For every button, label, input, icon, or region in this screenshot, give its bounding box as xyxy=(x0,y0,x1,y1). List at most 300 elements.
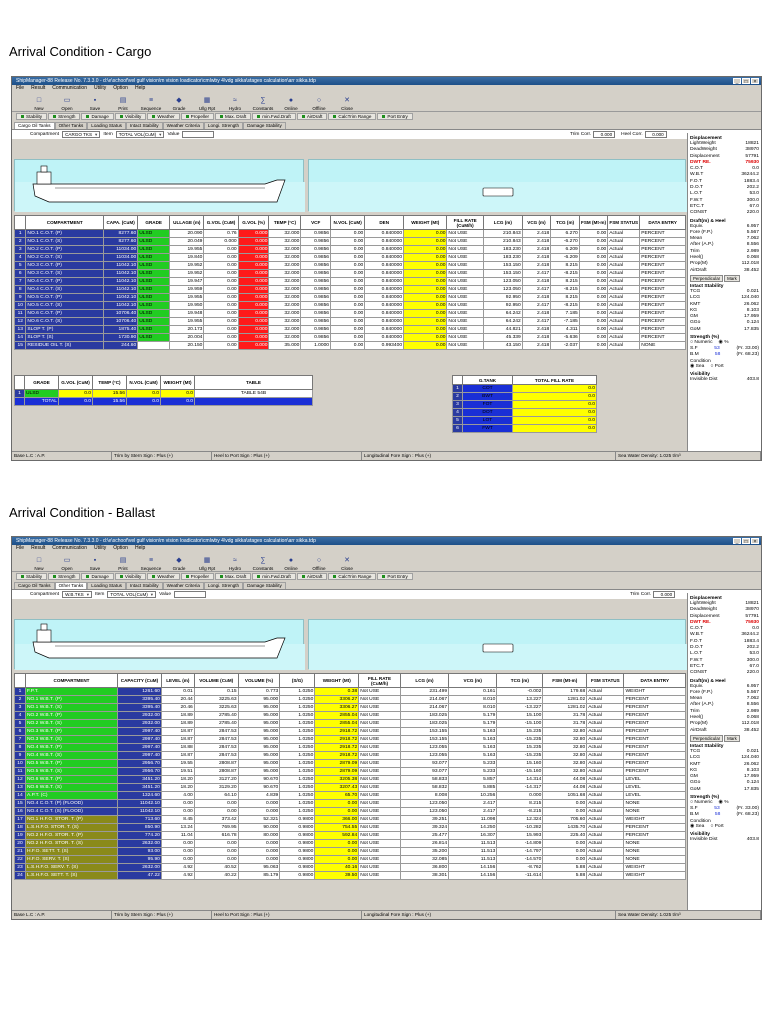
table-cell[interactable]: 0.840000 xyxy=(365,246,404,254)
table-cell[interactable]: -6.270 xyxy=(551,238,580,246)
table-cell[interactable]: NO.2 W.B.T. (S) xyxy=(25,720,117,728)
table-cell[interactable]: A.P.T. (C) xyxy=(25,792,117,800)
table-cell[interactable]: 0.000 xyxy=(238,286,269,294)
column-header-index[interactable] xyxy=(15,376,25,390)
table-cell[interactable]: 0.161 xyxy=(449,688,497,696)
table-cell[interactable]: 1730.90 xyxy=(104,334,138,342)
result-tab-min-fwd-draft[interactable] xyxy=(252,113,296,120)
table-cell[interactable]: 6.209 xyxy=(551,246,580,254)
toolbar-close-button[interactable] xyxy=(334,552,360,571)
table-row[interactable] xyxy=(453,401,597,409)
table-cell[interactable]: 95.000 xyxy=(238,752,280,760)
table-cell[interactable]: 19.948 xyxy=(170,310,204,318)
table-cell[interactable]: 153.150 xyxy=(483,262,522,270)
table-cell[interactable]: Actual xyxy=(587,752,624,760)
column-header-fsm-status[interactable]: FSM STATUS xyxy=(587,674,624,688)
table-cell[interactable]: Not USE xyxy=(359,760,401,768)
table-cell[interactable]: 2918.72 xyxy=(315,736,359,744)
column-header-s-g[interactable]: (S/G) xyxy=(280,674,315,688)
table-cell[interactable]: 0.840000 xyxy=(365,230,404,238)
table-cell[interactable]: 0.9856 xyxy=(301,246,331,254)
table-cell[interactable]: 36.800 xyxy=(400,864,448,872)
table-row[interactable] xyxy=(15,760,686,768)
table-cell[interactable]: 19.955 xyxy=(170,246,204,254)
table-cell[interactable]: 15.56 xyxy=(93,390,127,398)
table-cell[interactable]: 123.050 xyxy=(483,278,522,286)
table-cell[interactable]: 52.321 xyxy=(238,816,280,824)
table-cell[interactable]: 5.163 xyxy=(449,736,497,744)
table-cell[interactable]: 20.46 xyxy=(161,704,194,712)
table-cell[interactable]: 32.000 xyxy=(269,238,301,246)
port-radio[interactable] xyxy=(710,824,723,830)
table-cell[interactable]: LEVEL xyxy=(624,776,686,784)
table-cell[interactable]: 32.000 xyxy=(269,262,301,270)
table-cell[interactable]: 0.00 xyxy=(404,318,447,326)
table-cell[interactable]: -14.797 xyxy=(497,848,543,856)
table-cell[interactable]: 8.010 xyxy=(449,704,497,712)
table-cell[interactable]: 2879.09 xyxy=(315,760,359,768)
table-cell[interactable]: 0.000 xyxy=(238,294,269,302)
column-header-g-vol-cum[interactable]: G.VOL (CuM) xyxy=(204,216,238,230)
table-cell[interactable]: 18.89 xyxy=(161,720,194,728)
table-cell[interactable]: NO.4 C.O.T. (S) xyxy=(26,286,104,294)
table-cell[interactable]: 2847.53 xyxy=(194,744,238,752)
table-cell[interactable]: Actual xyxy=(587,776,624,784)
table-cell[interactable]: 19.51 xyxy=(161,768,194,776)
table-cell[interactable]: 26.814 xyxy=(400,840,448,848)
menu-file[interactable]: File xyxy=(16,545,25,551)
table-cell[interactable]: WEIGHT xyxy=(624,816,686,824)
table-cell[interactable]: 231.499 xyxy=(400,688,448,696)
column-header-ullage-m[interactable]: ULLAGE (m) xyxy=(170,216,204,230)
table-cell[interactable]: 2.417 xyxy=(449,800,497,808)
table-cell[interactable]: PERCENT xyxy=(640,270,686,278)
table-cell[interactable]: PERCENT xyxy=(624,720,686,728)
table-cell[interactable]: Not USE xyxy=(359,792,401,800)
toolbar-ullg-rpt-button[interactable] xyxy=(194,552,220,571)
table-row[interactable] xyxy=(15,720,686,728)
table-cell[interactable]: ULSD xyxy=(138,318,170,326)
table-cell[interactable]: 210.843 xyxy=(483,230,522,238)
table-cell[interactable]: 2785.40 xyxy=(194,720,238,728)
table-row[interactable] xyxy=(15,800,686,808)
table-cell[interactable]: 32.000 xyxy=(269,230,301,238)
table-cell[interactable]: 183.230 xyxy=(483,254,522,262)
table-cell[interactable]: 5.885 xyxy=(449,784,497,792)
table-cell[interactable]: 32.000 xyxy=(269,302,301,310)
table-cell[interactable]: 32.80 xyxy=(543,744,587,752)
table-cell[interactable]: NONE xyxy=(624,848,686,856)
table-cell[interactable]: 2632.00 xyxy=(118,840,162,848)
table-cell[interactable]: 0.00 xyxy=(579,318,608,326)
table-cell[interactable]: 0.0 xyxy=(513,409,597,417)
table-cell[interactable]: 2808.87 xyxy=(194,760,238,768)
table-cell[interactable]: 0.00 xyxy=(579,270,608,278)
table-cell[interactable]: 95.000 xyxy=(238,736,280,744)
table-cell[interactable]: 0.000 xyxy=(238,800,280,808)
table-cell[interactable]: NO.5 C.O.T. (S) xyxy=(26,302,104,310)
table-cell[interactable]: 15.160 xyxy=(497,760,543,768)
table-cell[interactable]: 0.00 xyxy=(194,840,238,848)
table-cell[interactable]: 0.00 xyxy=(161,848,194,856)
table-cell[interactable]: NO.3 W.B.T. (P) xyxy=(25,728,117,736)
table-cell[interactable]: 0.9856 xyxy=(301,318,331,326)
table-cell[interactable]: 0.840000 xyxy=(365,302,404,310)
table-cell[interactable]: 11.04 xyxy=(161,832,194,840)
table-cell[interactable]: 5.88 xyxy=(543,864,587,872)
table-cell[interactable]: Not USE xyxy=(359,688,401,696)
table-cell[interactable]: 0.9856 xyxy=(301,302,331,310)
table-cell[interactable]: 95.90 xyxy=(118,856,162,864)
table-cell[interactable]: Actual xyxy=(587,864,624,872)
table-cell[interactable]: 39.324 xyxy=(400,824,448,832)
table-cell[interactable]: ULSD xyxy=(138,310,170,318)
table-cell[interactable]: 0.000 xyxy=(238,848,280,856)
toolbar-online-button[interactable] xyxy=(278,92,304,111)
table-row[interactable] xyxy=(15,704,686,712)
table-cell[interactable]: 0.00 xyxy=(404,326,447,334)
table-cell[interactable]: 2.418 xyxy=(522,230,551,238)
column-header-data-entry[interactable]: DATA ENTRY xyxy=(640,216,686,230)
table-cell[interactable]: NO.1 W.B.T. (P) xyxy=(25,696,117,704)
table-cell[interactable]: 0.00 xyxy=(579,278,608,286)
table-cell[interactable]: 2.417 xyxy=(522,286,551,294)
table-cell[interactable]: Not USE xyxy=(359,752,401,760)
table-cell[interactable]: Not USE xyxy=(359,744,401,752)
table-cell[interactable]: 214.067 xyxy=(400,704,448,712)
table-cell[interactable]: 85.179 xyxy=(238,872,280,880)
table-cell[interactable]: -7.185 xyxy=(551,318,580,326)
result-tab-calctrim-range[interactable] xyxy=(328,573,376,580)
table-cell[interactable]: 1.0250 xyxy=(280,688,315,696)
table-cell[interactable]: 0.9800 xyxy=(280,856,315,864)
table-cell[interactable]: Actual xyxy=(608,294,640,302)
table-cell[interactable]: 0.9800 xyxy=(280,848,315,856)
column-header-grade[interactable]: GRADE xyxy=(138,216,170,230)
table-row[interactable] xyxy=(15,390,313,398)
tab-other-tanks[interactable]: Other Tanks xyxy=(55,122,88,129)
table-cell[interactable]: 95.000 xyxy=(238,760,280,768)
table-cell[interactable]: 0.00 xyxy=(161,856,194,864)
column-header-index[interactable] xyxy=(15,216,26,230)
table-cell[interactable]: -13.227 xyxy=(497,704,543,712)
table-cell[interactable]: 11.513 xyxy=(449,856,497,864)
table-cell[interactable]: Actual xyxy=(587,688,624,696)
table-cell[interactable]: Not USE xyxy=(359,712,401,720)
table-cell[interactable]: Actual xyxy=(608,246,640,254)
table-cell[interactable]: 0.15 xyxy=(194,688,238,696)
table-cell[interactable]: 1.0250 xyxy=(280,768,315,776)
table-cell[interactable]: 2.418 xyxy=(522,278,551,286)
table-cell[interactable]: 1281.02 xyxy=(543,696,587,704)
table-cell[interactable]: 20.150 xyxy=(170,342,204,350)
table-cell[interactable]: 183.025 xyxy=(400,712,448,720)
table-cell[interactable]: 40.52 xyxy=(194,864,238,872)
table-cell[interactable]: 0.00 xyxy=(404,286,447,294)
table-cell[interactable]: 58.833 xyxy=(400,776,448,784)
table-cell[interactable]: Actual xyxy=(608,326,640,334)
table-cell[interactable]: 123.055 xyxy=(400,744,448,752)
table-cell[interactable]: 2785.40 xyxy=(194,712,238,720)
toolbar-constants-button[interactable] xyxy=(250,552,276,571)
table-cell[interactable]: NO.4 C.O.T. (P) xyxy=(26,278,104,286)
column-header-total-fill-rate[interactable]: TOTAL FILL RATE xyxy=(513,376,597,385)
minimize-icon[interactable]: _ xyxy=(733,538,741,544)
result-tab-damage[interactable] xyxy=(81,113,113,120)
table-cell[interactable]: 11042.10 xyxy=(118,808,162,816)
result-tab-weather[interactable] xyxy=(147,573,179,580)
table-cell[interactable]: Actual xyxy=(587,784,624,792)
table-cell[interactable]: 0.00 xyxy=(315,848,359,856)
table-cell[interactable]: Not USE xyxy=(447,318,484,326)
table-cell[interactable]: 2956.70 xyxy=(118,768,162,776)
table-cell[interactable]: 31.78 xyxy=(543,712,587,720)
table-cell[interactable]: 15.993 xyxy=(497,832,543,840)
table-cell[interactable]: Not USE xyxy=(447,310,484,318)
tab-damage-stability[interactable]: Damage Stability xyxy=(243,582,286,589)
table-cell[interactable]: LEVEL xyxy=(624,792,686,800)
table-cell[interactable]: 183.230 xyxy=(483,246,522,254)
table-row[interactable] xyxy=(15,792,686,800)
table-cell[interactable]: PERCENT xyxy=(624,824,686,832)
percent-radio[interactable] xyxy=(719,340,729,346)
table-cell[interactable]: 4.92 xyxy=(161,864,194,872)
table-cell[interactable]: 10.256 xyxy=(449,792,497,800)
table-row[interactable] xyxy=(15,872,686,880)
table-cell[interactable]: 0.00 xyxy=(404,334,447,342)
table-cell[interactable]: 0.9856 xyxy=(301,254,331,262)
toolbar-new-button[interactable] xyxy=(26,92,52,111)
table-cell[interactable]: 5.163 xyxy=(449,728,497,736)
table-cell[interactable]: 32.000 xyxy=(269,310,301,318)
table-cell[interactable]: 0.0 xyxy=(513,385,597,393)
table-cell[interactable]: TABLE 54B xyxy=(195,390,313,398)
sea-radio[interactable] xyxy=(690,824,704,830)
menu-option[interactable]: Option xyxy=(113,85,128,91)
table-cell[interactable]: 20.004 xyxy=(170,334,204,342)
table-cell[interactable]: 95.000 xyxy=(238,744,280,752)
table-cell[interactable]: WEIGHT xyxy=(624,688,686,696)
table-cell[interactable]: ULSD xyxy=(138,302,170,310)
percent-radio[interactable] xyxy=(719,800,729,806)
close-window-icon[interactable]: × xyxy=(751,538,759,544)
item-select[interactable]: TOTAL VOL(CuM) ▾ xyxy=(116,131,165,138)
table-cell[interactable]: 2.418 xyxy=(522,310,551,318)
table-row[interactable] xyxy=(15,784,686,792)
tab-intact-stability[interactable]: Intact Stability xyxy=(126,582,163,589)
draft-perpendicular-button[interactable]: Perpendicular xyxy=(690,735,723,742)
table-cell[interactable]: 0.000 xyxy=(238,246,269,254)
table-cell[interactable]: 19.955 xyxy=(170,318,204,326)
table-cell[interactable]: 0.01 xyxy=(161,688,194,696)
table-cell[interactable]: 95.000 xyxy=(238,768,280,776)
table-cell[interactable]: 0.00 xyxy=(404,238,447,246)
column-header-volume[interactable]: VOLUME (%) xyxy=(238,674,280,688)
table-cell[interactable]: Not USE xyxy=(447,262,484,270)
table-cell[interactable]: 2847.53 xyxy=(194,728,238,736)
table-cell[interactable]: 0.9856 xyxy=(301,270,331,278)
table-cell[interactable]: 1.0250 xyxy=(280,696,315,704)
table-cell[interactable]: 3127.20 xyxy=(194,776,238,784)
close-window-icon[interactable]: × xyxy=(751,78,759,84)
table-cell[interactable]: 20.090 xyxy=(170,230,204,238)
result-tab-visibility[interactable] xyxy=(115,113,147,120)
table-cell[interactable]: 0.0 xyxy=(161,390,195,398)
table-cell[interactable]: WEIGHT xyxy=(624,864,686,872)
draft-perpendicular-button[interactable]: Perpendicular xyxy=(690,275,723,282)
table-cell[interactable]: -10.282 xyxy=(497,824,543,832)
table-cell[interactable]: 0.000 xyxy=(238,302,269,310)
table-cell[interactable]: 93.00 xyxy=(118,848,162,856)
tab-longi-strength[interactable]: Longi. Strength xyxy=(204,582,243,589)
table-cell[interactable]: 11042.10 xyxy=(118,800,162,808)
table-cell[interactable]: 0.00 xyxy=(315,800,359,808)
table-cell[interactable]: NO.3 W.B.T. (S) xyxy=(25,736,117,744)
table-cell[interactable]: 2997.40 xyxy=(118,744,162,752)
table-cell[interactable]: 0.00 xyxy=(543,800,587,808)
table-cell[interactable]: PERCENT xyxy=(640,246,686,254)
table-cell[interactable]: 244.60 xyxy=(104,342,138,350)
compartment-select[interactable]: W.B.TKS ▾ xyxy=(62,591,92,598)
table-cell[interactable]: 0.000 xyxy=(238,840,280,848)
table-cell[interactable]: 183.025 xyxy=(400,720,448,728)
table-row[interactable] xyxy=(15,230,686,238)
table-cell[interactable]: 754.55 xyxy=(315,824,359,832)
table-cell[interactable]: 0.000 xyxy=(238,856,280,864)
table-cell[interactable]: 16.307 xyxy=(449,832,497,840)
table-row[interactable] xyxy=(15,864,686,872)
table-row[interactable] xyxy=(15,752,686,760)
table-cell[interactable]: 592.84 xyxy=(315,832,359,840)
table-cell[interactable]: 0.00 xyxy=(161,808,194,816)
table-cell[interactable]: Actual xyxy=(587,760,624,768)
toolbar-print-button[interactable] xyxy=(110,552,136,571)
table-cell[interactable]: 14.250 xyxy=(449,824,497,832)
table-cell[interactable]: 11.513 xyxy=(449,840,497,848)
table-cell[interactable]: -15.235 xyxy=(497,736,543,744)
table-cell[interactable]: -15.160 xyxy=(497,768,543,776)
table-cell[interactable]: 3129.20 xyxy=(194,784,238,792)
column-header-fsm-status[interactable]: FSM STATUS xyxy=(608,216,640,230)
table-cell[interactable]: NO.1 H.F.O. STOR. T. (P) xyxy=(25,816,117,824)
table-cell[interactable]: Actual xyxy=(587,792,624,800)
table-cell[interactable]: 0.000 xyxy=(238,230,269,238)
table-cell[interactable]: 1.0000 xyxy=(301,342,331,350)
table-cell[interactable]: Actual xyxy=(587,848,624,856)
table-cell[interactable]: Actual xyxy=(587,712,624,720)
table-cell[interactable]: 38.301 xyxy=(400,872,448,880)
table-cell[interactable]: 44.08 xyxy=(543,776,587,784)
table-cell[interactable]: 0.00 xyxy=(543,840,587,848)
column-header-capacity-cum[interactable]: CAPACITY (CuM) xyxy=(118,674,162,688)
table-cell[interactable]: Actual xyxy=(608,318,640,326)
table-cell[interactable]: 35.000 xyxy=(269,342,301,350)
menu-option[interactable]: Option xyxy=(113,545,128,551)
table-cell[interactable]: Actual xyxy=(587,768,624,776)
table-cell[interactable]: 0.00 xyxy=(194,848,238,856)
table-cell[interactable]: 1.0250 xyxy=(280,704,315,712)
table-cell[interactable]: 15.235 xyxy=(497,744,543,752)
heel-corr-input[interactable]: 0.000 xyxy=(645,131,667,138)
table-cell[interactable]: 44.08 xyxy=(543,784,587,792)
toolbar-save-button[interactable] xyxy=(82,92,108,111)
table-cell[interactable]: 14.156 xyxy=(449,864,497,872)
table-cell[interactable]: 32.80 xyxy=(543,760,587,768)
table-cell[interactable]: 0.00 xyxy=(204,270,238,278)
toolbar-open-button[interactable] xyxy=(54,92,80,111)
table-cell[interactable]: 0.00 xyxy=(579,294,608,302)
result-tab-visibility[interactable] xyxy=(115,573,147,580)
result-tab-min-fwd-draft[interactable] xyxy=(252,573,296,580)
table-cell[interactable]: 0.773 xyxy=(238,688,280,696)
table-cell[interactable]: 0.0 xyxy=(127,390,161,398)
table-cell[interactable]: NO.6 W.B.T. (S) xyxy=(25,784,117,792)
table-cell[interactable]: PERCENT xyxy=(640,318,686,326)
table-row[interactable] xyxy=(15,848,686,856)
table-cell[interactable]: 153.155 xyxy=(400,736,448,744)
table-cell[interactable]: 92.950 xyxy=(483,294,522,302)
table-cell[interactable]: 8277.60 xyxy=(104,230,138,238)
table-cell[interactable]: 0.00 xyxy=(204,262,238,270)
table-cell[interactable]: 8.008 xyxy=(400,792,448,800)
table-cell[interactable]: 2855.04 xyxy=(315,720,359,728)
toolbar-offline-button[interactable] xyxy=(306,92,332,111)
table-cell[interactable]: 19.947 xyxy=(170,278,204,286)
table-cell[interactable]: Not USE xyxy=(447,238,484,246)
table-cell[interactable]: 0.00 xyxy=(331,342,365,350)
table-cell[interactable]: 2.418 xyxy=(522,294,551,302)
table-cell[interactable]: 0.38 xyxy=(315,688,359,696)
table-cell[interactable]: NONE xyxy=(624,800,686,808)
table-cell[interactable]: LEVEL xyxy=(624,784,686,792)
table-cell[interactable]: 0.0 xyxy=(513,417,597,425)
table-cell[interactable]: 2918.72 xyxy=(315,744,359,752)
table-cell[interactable]: 0.9856 xyxy=(301,262,331,270)
table-cell[interactable]: Not USE xyxy=(359,704,401,712)
result-tab-propeller[interactable] xyxy=(181,573,214,580)
column-header-index[interactable] xyxy=(453,376,463,385)
table-cell[interactable]: -8.762 xyxy=(497,864,543,872)
table-cell[interactable]: ULSD xyxy=(25,390,59,398)
table-cell[interactable]: 0.00 xyxy=(579,310,608,318)
table-cell[interactable]: 0.00 xyxy=(331,294,365,302)
result-tab-strength[interactable] xyxy=(48,113,80,120)
toolbar-open-button[interactable] xyxy=(54,552,80,571)
table-cell[interactable]: 95.000 xyxy=(238,728,280,736)
result-tab-damage[interactable] xyxy=(81,573,113,580)
toolbar-sequence-button[interactable] xyxy=(138,552,164,571)
table-cell[interactable]: 2997.40 xyxy=(118,728,162,736)
table-cell[interactable]: 18.87 xyxy=(161,752,194,760)
table-cell[interactable]: H.F.O. SERV. T. (S) xyxy=(25,856,117,864)
table-row[interactable] xyxy=(15,728,686,736)
table-cell[interactable]: -14.317 xyxy=(497,784,543,792)
table-cell[interactable]: 850.90 xyxy=(118,824,162,832)
table-cell[interactable]: Actual xyxy=(608,342,640,350)
table-cell[interactable]: DOT xyxy=(463,409,513,417)
column-header-temp-c[interactable]: TEMP (°C) xyxy=(269,216,301,230)
table-row[interactable] xyxy=(15,246,686,254)
table-cell[interactable]: Not USE xyxy=(447,286,484,294)
table-cell[interactable]: 1435.70 xyxy=(543,824,587,832)
table-cell[interactable]: NO.5 C.O.T. (P) xyxy=(26,294,104,302)
item-select[interactable]: TOTAL VOL(CuM) ▾ xyxy=(107,591,156,598)
table-cell[interactable]: 616.78 xyxy=(194,832,238,840)
table-cell[interactable]: 0.00 xyxy=(579,262,608,270)
table-cell[interactable]: 0.76 xyxy=(204,230,238,238)
table-cell[interactable]: 0.0 xyxy=(513,393,597,401)
table-cell[interactable]: 1.0250 xyxy=(280,736,315,744)
